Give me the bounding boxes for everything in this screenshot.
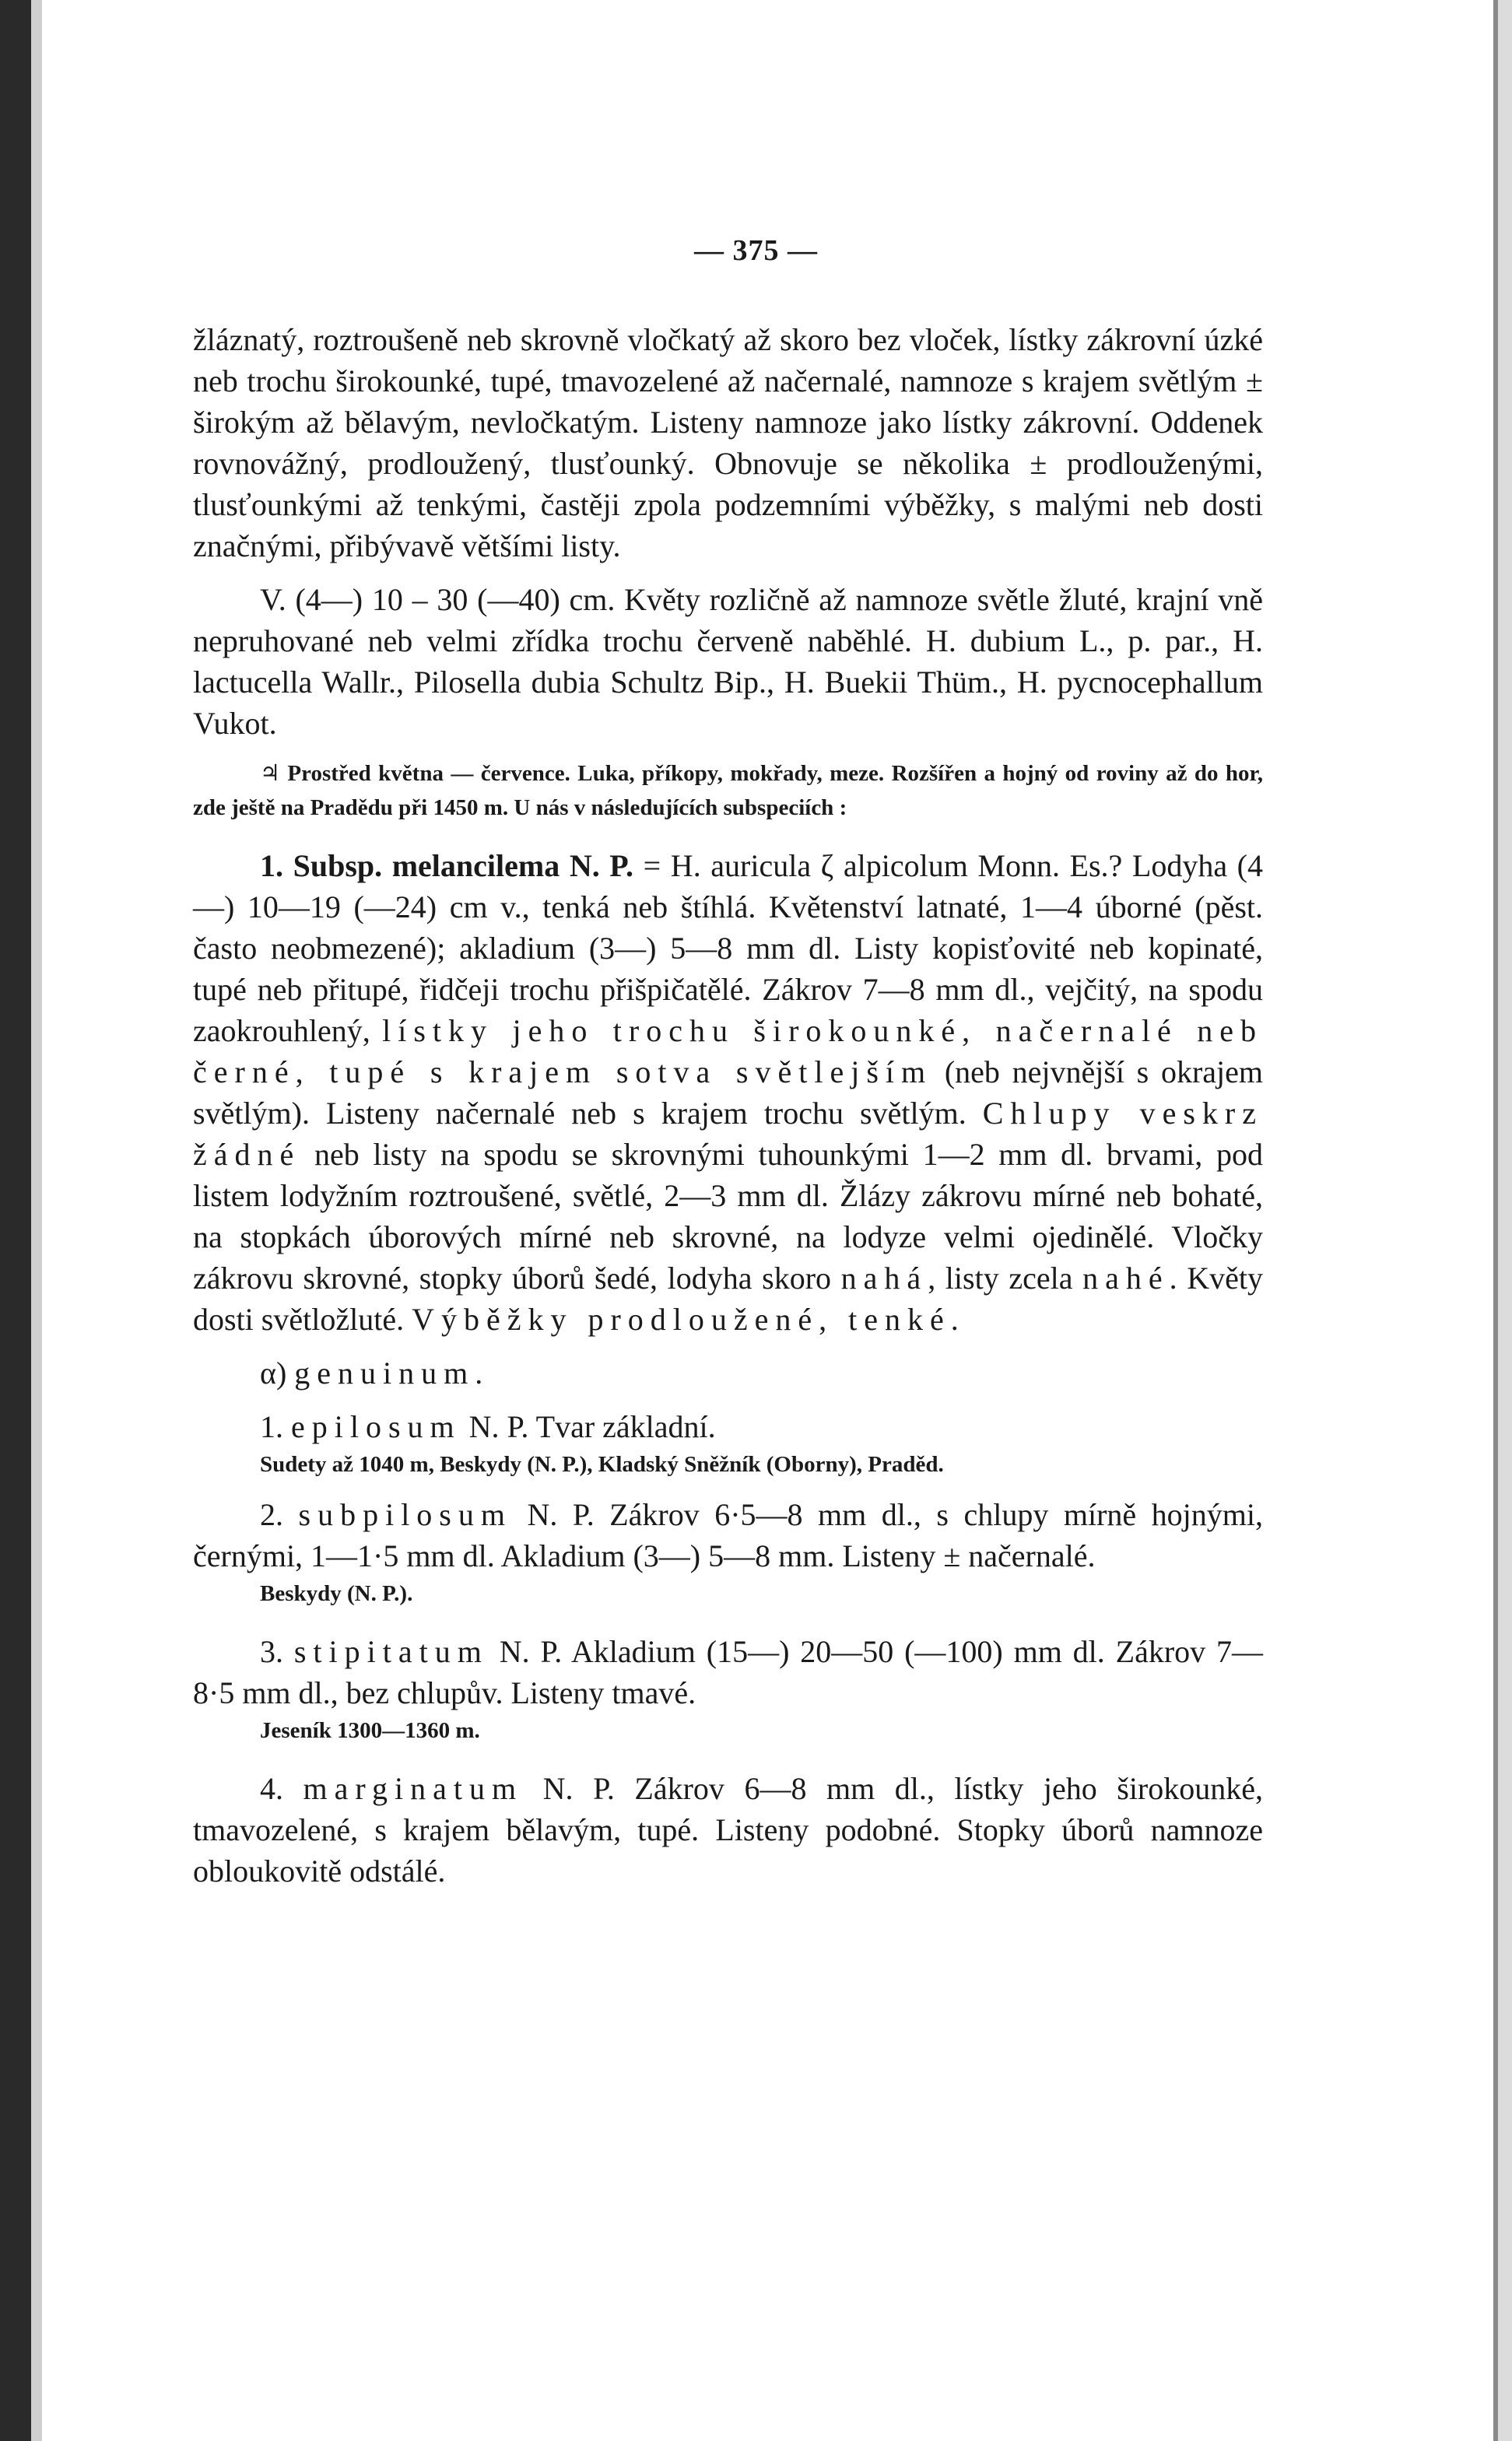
spaced-phrase-naked-leaves: nahé bbox=[1082, 1261, 1170, 1296]
group-alpha bbox=[193, 1352, 1263, 1394]
variety-3-locality: Jeseník 1300—1360 m. bbox=[260, 1718, 480, 1743]
group-alpha-label: α) bbox=[260, 1356, 287, 1391]
subspecies-text-f: . bbox=[950, 1302, 959, 1337]
paragraph-description: žláznatý, roztroušeně neb skrovně vločkatý až skoro bez vloček, lístky zákrovní úzké neb trochu širokounké, tupé, tmavozelené až načernalé, namnoze s krajem světlým ± širokým až bělavým, nevločkatým. Listeny namnoze jako lístky zákrovní. Oddenek rovnovážný, prodloužený, tlusťounký. Obnovuje se několika ± prodlouženými, tlusťounkými až tenkými, častěji zpola podzemními výběžky, s malými neb dosti značnými, přibývavě většími listy. bbox=[193, 322, 1263, 563]
paragraph-distribution: ♃ Prostřed května — července. Luka, příkopy, mokřady, meze. Rozšířen a hojný od roviny až do hor, zde ještě na Pradědu při 1450 m. U nás v následujících subspeciích : bbox=[193, 761, 1263, 820]
variety-4-name: marginatum bbox=[303, 1771, 524, 1806]
scan-left-edge bbox=[0, 0, 31, 2441]
scan-right-edge bbox=[1498, 0, 1512, 2441]
variety-1-name: epilosum bbox=[291, 1409, 461, 1444]
subspecies-text-d: , listy zcela bbox=[928, 1261, 1073, 1296]
spaced-phrase-bracts: lístky jeho trochu širokounké, načernalé neb černé, tupé s krajem sotva světlejším bbox=[193, 1013, 1263, 1089]
subspecies-text-b: (neb nejvnější s okrajem světlým). Listeny načernalé neb s krajem trochu světlým. bbox=[193, 1054, 1263, 1131]
subspecies-text-e: . Květy dosti světložluté. bbox=[193, 1261, 1264, 1337]
page-body bbox=[193, 319, 1263, 1892]
page-number: — 375 — bbox=[694, 234, 818, 267]
variety-2-locality: Beskydy (N. P.). bbox=[260, 1581, 413, 1606]
variety-2-name: subpilosum bbox=[298, 1497, 512, 1532]
spaced-phrase-hairs: Chlupy veskrz žádné bbox=[193, 1096, 1263, 1172]
variety-3-label: 3. bbox=[260, 1634, 283, 1669]
spaced-phrase-naked: nahá bbox=[840, 1261, 928, 1296]
variety-1-text: N. P. Tvar základní. bbox=[461, 1409, 716, 1444]
paragraph-height-flowers: V. (4—) 10 – 30 (—40) cm. Květy rozličně až namnoze světle žluté, krajní vně nepruhované neb velmi zřídka trochu červeně naběhlé. H. dubium L., p. par., H. lactucella Wallr., Pilosella dubia Schultz Bip., H. Buekii Thüm., H. pycnocephallum Vukot. bbox=[193, 582, 1263, 741]
scan-left-margin bbox=[31, 0, 42, 2441]
subspecies-heading: 1. Subsp. melancilema N. P. bbox=[260, 848, 634, 883]
variety-1 bbox=[193, 1406, 1263, 1447]
subspecies-1 bbox=[193, 845, 1263, 1340]
variety-3-text: N. P. Akladium (15—) 20—50 (—100) mm dl. Zákrov 7—8·5 mm dl., bez chlupův. Listeny tmavé. bbox=[193, 1634, 1263, 1710]
subspecies-text-a: = H. auricula ζ alpicolum Monn. Es.? Lodyha (4—) 10—19 (—24) cm v., tenká neb štíhlá. Květenství latnaté, 1—4 úborné (pěst. často neobmezené); akladium (3—) 5—8 mm dl. Listy kopisťovité neb kopinaté, tupé neb přitupé, řidčeji trochu přišpičatělé. Zákrov 7—8 mm dl., vejčitý, na spodu zaokrouhlený, bbox=[193, 848, 1264, 1048]
variety-2-text: N. P. Zákrov 6·5—8 mm dl., s chlupy mírně hojnými, černými, 1—1·5 mm dl. Akladium (3—) 5—8 mm. Listeny ± načernalé. bbox=[193, 1497, 1263, 1573]
subspecies-text-c: neb listy na spodu se skrovnými tuhounkými 1—2 mm dl. brvami, pod listem lodyžním roztroušené, světlé, 2—3 mm dl. Žlázy zákrovu mírné neb bohaté, na stopkách úborových mírné neb skrovné, na lodyze velmi ojedinělé. Vločky zákrovu skrovné, stopky úborů šedé, lodyha skoro bbox=[193, 1137, 1263, 1296]
group-alpha-name: genuinum. bbox=[294, 1356, 490, 1391]
variety-2-label: 2. bbox=[260, 1497, 283, 1532]
variety-4-label: 4. bbox=[260, 1771, 283, 1806]
variety-2 bbox=[193, 1494, 1263, 1576]
variety-1-label: 1. bbox=[260, 1409, 283, 1444]
variety-4 bbox=[193, 1768, 1263, 1892]
variety-3-name: stipitatum bbox=[293, 1634, 489, 1669]
spaced-phrase-runners: Výběžky prodloužené, tenké bbox=[412, 1302, 951, 1337]
variety-4-text: N. P. Zákrov 6—8 mm dl., lístky jeho širokounké, tmavozelené, s krajem bělavým, tupé. Listeny podobné. Stopky úborů namnoze obloukovitě odstálé. bbox=[193, 1771, 1264, 1889]
variety-1-locality: Sudety až 1040 m, Beskydy (N. P.), Kladský Sněžník (Oborny), Praděd. bbox=[260, 1452, 944, 1477]
variety-3 bbox=[193, 1631, 1263, 1713]
